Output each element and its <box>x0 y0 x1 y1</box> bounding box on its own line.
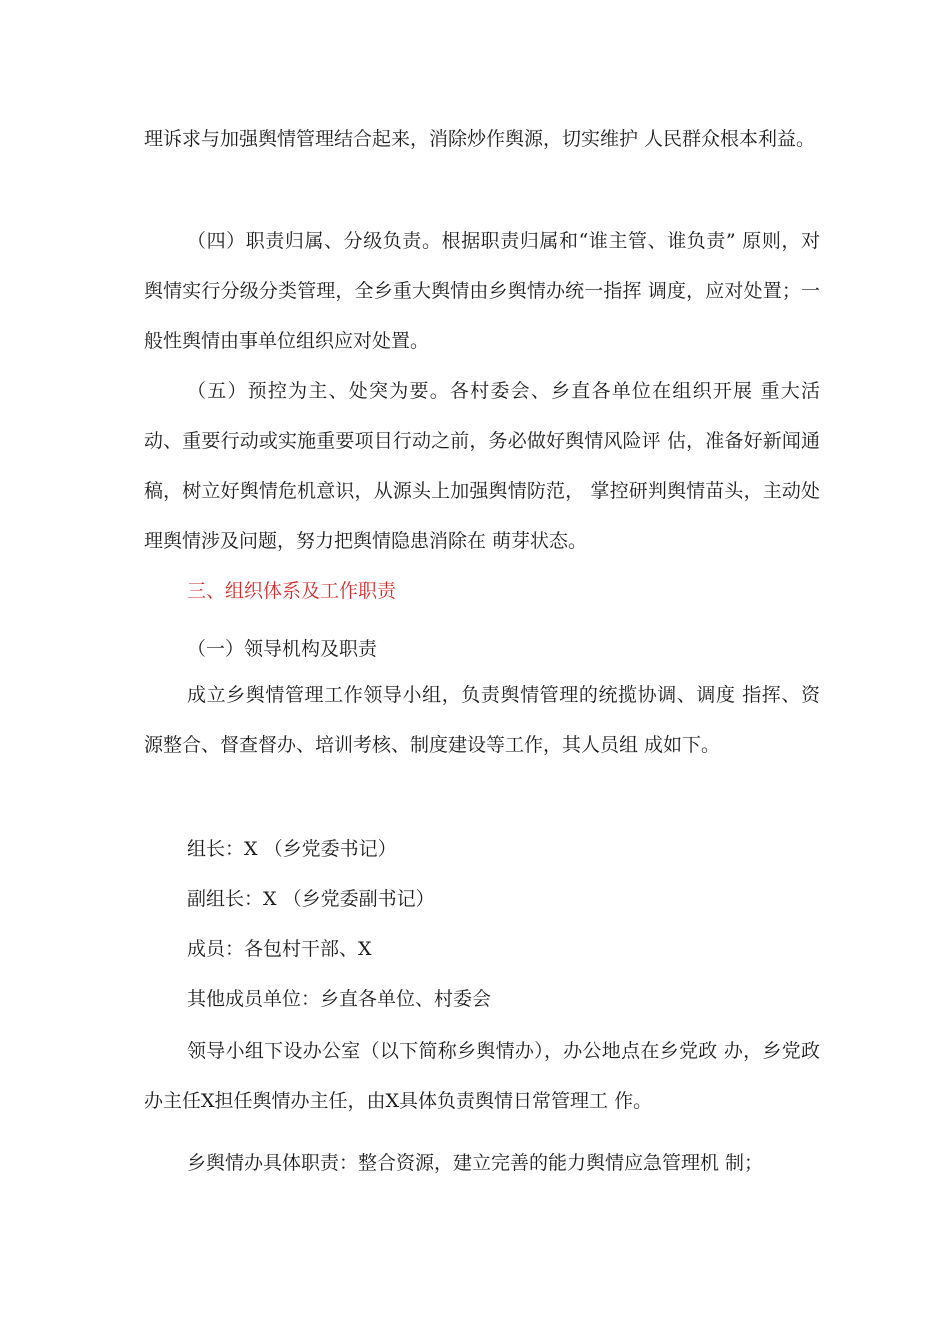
deputy-leader-line: 副组长：X （乡党委副书记） <box>187 888 435 910</box>
paragraph-leading-group: 成立乡舆情管理工作领导小组，负责舆情管理的统揽协调、调度 指挥、资源整合、督查督办、培训考核、制度建设等工作，其人员组 成如下。 <box>144 684 820 756</box>
sub-heading: （一）领导机构及职责 <box>187 638 378 660</box>
paragraph-office-duties: 乡舆情办具体职责：整合资源，建立完善的能力舆情应急管理机 制； <box>187 1152 764 1174</box>
paragraph-office: 领导小组下设办公室（以下简称乡舆情办），办公地点在乡党政 办，乡党政办主任X担任舆情办主任，由X具体负责舆情日常管理工 作。 <box>144 1040 820 1112</box>
members-line: 成员：各包村干部、X <box>187 938 372 960</box>
paragraph-continuation: 理诉求与加强舆情管理结合起来，消除炒作舆源，切实维护 人民群众根本利益。 <box>144 128 816 150</box>
other-members-line: 其他成员单位：乡直各单位、村委会 <box>187 988 492 1010</box>
paragraph-prevention: （五）预控为主、处突为要。各村委会、乡直各单位在组织开展 重大活动、重要行动或实施重要项目行动之前，务必做好舆情风险评 估，准备好新闻通稿，树立好舆情危机意识，从源头上加强舆情防范， 掌控研判舆情苗头，主动处理舆情涉及问题，努力把舆情隐患消除在 萌芽状态。 <box>144 380 820 552</box>
leader-line: 组长：X （乡党委书记） <box>187 838 397 860</box>
paragraph-responsibility: （四）职责归属、分级负责。根据职责归属和“谁主管、谁负责” 原则，对舆情实行分级分类管理，全乡重大舆情由乡舆情办统一指挥 调度，应对处置；一般性舆情由事单位组织应对处置。 <box>144 230 820 352</box>
section-heading: 三、组织体系及工作职责 <box>187 580 397 602</box>
